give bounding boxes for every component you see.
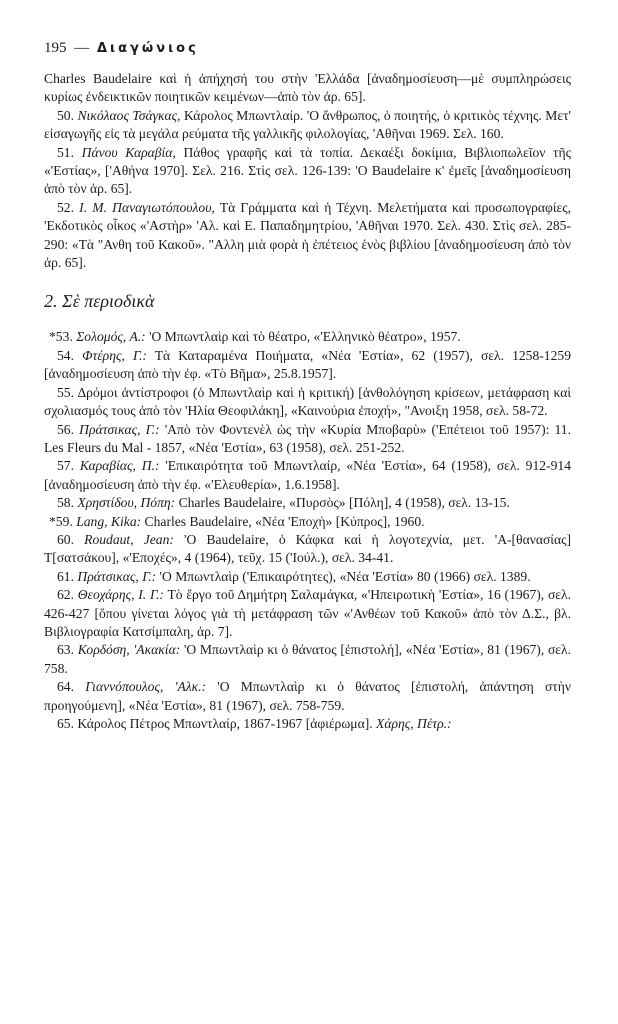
entry-text: 'Επικαιρότητα τοῦ Μπωντλαίρ, «Νέα 'Εστία», 64 (1958), σελ. 912-914 [ἀναδημοσίευση ἀπὸ τὴν ἐφ. «'Ελευθερία», 1.6.1958]. [44, 458, 571, 492]
entry-text: 'Ο Μπωντλαὶρ κι ὁ θάνατος [ἐπιστολή, ἀπάντηση στὴν προηγούμενη], «Νέα 'Εστία», 81 (1967), σελ. 758-759. [44, 679, 571, 713]
journal-title: Διαγώνιος [97, 41, 199, 56]
entry-author: Lang, Kika: [76, 513, 142, 529]
bibliography-entry [44, 678, 571, 715]
entry-author: Σολομός, Α.: [76, 329, 146, 345]
entry-text: Τὰ Καταραμένα Ποιήματα, «Νέα 'Εστία», 62 (1957), σελ. 1258-1259 [ἀναδημοσίευση ἀπὸ τὴν ἐφ. «Τὸ Βῆμα», 25.8.1957]. [44, 347, 571, 382]
entry-author: Πάνου Καραβία, [81, 144, 176, 160]
bibliography-entry [44, 384, 571, 421]
bibliography-entry [44, 199, 571, 273]
bibliography-entry [44, 568, 571, 586]
entry-author: Νικόλαος Τσάγκας, [77, 107, 181, 123]
entry-text: Πάθος γραφῆς καὶ τὰ τοπία. Δεκαέξι δοκίμια, Βιβλιοπωλεῖον τῆς «'Εστίας», ['Αθήνα 1970]. Σελ. 216. Στὶς σελ. 126-139: 'Ο Baudelaire κ' ἐμεῖς [ἀναδημοσίευση ἀπὸ τὸν ἀρ. 65]. [44, 144, 571, 197]
entry-number: 60. [57, 531, 74, 547]
entry-text: Κάρολος Πέτρος Μπωντλαίρ, 1867-1967 [ἀφιέρωμα]. [77, 716, 377, 731]
entry-number: 58. [57, 495, 74, 511]
bibliography-entry [44, 421, 571, 458]
bibliography-entry [44, 107, 571, 144]
bibliography-entry [44, 586, 571, 641]
book-entries [44, 107, 571, 273]
entry-text: Δρόμοι ἀντίστροφοι (ὁ Μπωντλαὶρ καὶ ἡ κριτική) [ἀνθολόγηση κρίσεων, μετάφραση καὶ σχολιασμός τους ἀπὸ τὸν 'Ηλία Θεοφιλάκη], «Καινούρια ἐποχή», "Ανοιξη 1958, σελ. 58-72. [44, 384, 571, 419]
entry-trailing-author: Χάρης, Πέτρ.: [376, 716, 452, 731]
bibliography-entry [44, 347, 571, 384]
entry-number: 63. [57, 642, 74, 658]
entry-author: Κορδόση, 'Ακακία: [77, 642, 181, 658]
entry-number: 52. [57, 199, 74, 215]
entry-number: 50. [57, 107, 74, 123]
bibliography-entry [44, 328, 571, 346]
entry-text: 'Ο Μπωντλαὶρ κι ὁ θάνατος [ἐπιστολή], «Νέα 'Εστία», 81 (1967), σελ. 758. [44, 642, 571, 676]
entry-author: Roudaut, Jean: [84, 531, 174, 547]
entry-number: 51. [57, 144, 74, 160]
entry-author: Γιαννόπουλος, 'Αλκ.: [85, 679, 207, 695]
entry-author: Θεοχάρης, Ι. Γ.: [77, 587, 164, 603]
document-page [44, 38, 571, 733]
running-head [44, 38, 571, 58]
entry-text: 'Απὸ τὸν Φοντενὲλ ὡς τὴν «Κυρία Μποβαρὺ» ('Επέτειοι τοῦ 1957): 11. Les Fleurs du Mal - 1857, «Νέα 'Εστία», 63 (1958), σελ. 251-252. [44, 421, 571, 455]
bibliography-entry [44, 715, 571, 733]
entry-number: 57. [57, 458, 74, 474]
bibliography-entry [44, 457, 571, 494]
continuation-paragraph: Charles Baudelaire καὶ ἡ ἀπήχησή του στὴν 'Ελλάδα [ἀναδημοσίευση—μὲ συμπληρώσεις κυρίως ἐνδεικτικῶν ποιητικῶν κειμένων—ἀπὸ τὸν ἀρ. 65]. [44, 71, 571, 105]
bibliography-entry [44, 513, 571, 531]
entry-author: Καραβίας, Π.: [79, 458, 160, 474]
entry-author: Ι. Μ. Παναγιωτόπουλου, [79, 199, 215, 215]
entry-author: Χρηστίδου, Πόπη: [77, 495, 176, 511]
page-number: 195 [44, 40, 67, 56]
entry-number: 62. [57, 587, 74, 603]
entry-text: 'Ο Baudelaire, ὁ Κάφκα καὶ ἡ λογοτεχνία, μετ. 'Α-[θανασίας] Τ[σατσάκου], «'Εποχές», 4 (1964), τεῦχ. 15 ('Ιούλ.), σελ. 34-41. [44, 531, 571, 566]
entry-number: 65. [57, 716, 74, 731]
bibliography-entry [44, 144, 571, 199]
entry-text: 'Ο Μπωντλαὶρ ('Επικαιρότητες), «Νέα 'Εστία» 80 (1966) σελ. 1389. [156, 568, 531, 584]
periodical-entries [44, 328, 571, 733]
entry-number: 56. [57, 421, 74, 437]
entry-text: Charles Baudelaire, «Πυρσὸς» [Πόλη], 4 (1958), σελ. 13-15. [175, 495, 510, 511]
entry-text: Κάρολος Μπωντλαίρ. 'Ο ἄνθρωπος, ὁ ποιητής, ὁ κριτικὸς τέχνης. Μετ' εἰσαγωγῆς εἰς τὰ μεγάλα ρεύματα τῆς γαλλικῆς φιλολογίας, 'Αθῆναι 1969. Σελ. 160. [44, 107, 571, 142]
bibliography-entry [44, 641, 571, 678]
bibliography-entry [44, 494, 571, 512]
entry-text: Τὰ Γράμματα καὶ ἡ Τέχνη. Μελετήματα καὶ προσωπογραφίες, 'Εκδοτικὸς οἶκος «'Αστὴρ» 'Αλ. καὶ Ε. Παπαδημητρίου, 'Αθῆναι 1970. Σελ. 430. Στὶς σελ. 285-290: «Τὰ "Ανθη τοῦ Κακοῦ». "Αλλη μιὰ φορὰ ἡ ἐπέτειος ἑνὸς βιβλίου [ἀναδημοσίευση ἀπὸ τὸν ἀρ. 65]. [44, 199, 571, 271]
entry-author: Πράτσικας, Γ.: [79, 421, 160, 437]
header-separator: — [74, 40, 90, 56]
section-heading: 2. Σὲ περιοδικὰ [44, 291, 155, 312]
entry-text: Charles Baudelaire, «Νέα 'Εποχὴ» [Κύπρος], 1960. [141, 513, 425, 529]
bibliography-entry [44, 531, 571, 568]
entry-number: 54. [57, 347, 74, 363]
entry-number: 55. [57, 384, 74, 400]
entry-number: *53. [49, 329, 73, 345]
entry-author: Φτέρης, Γ.: [82, 347, 147, 363]
entry-number: *59. [49, 513, 73, 529]
entry-number: 64. [57, 679, 74, 695]
entry-number: 61. [57, 568, 74, 584]
entry-author: Πράτσικας, Γ.: [77, 568, 157, 584]
entry-text: Τὸ ἔργο τοῦ Δημήτρη Σαλαμάγκα, «'Ηπειρωτικὴ 'Εστία», 16 (1967), σελ. 426-427 [ὅπου γίνεται λόγος γιὰ τὴ μετάφραση τῶν «'Ανθέων τοῦ Κακοῦ» ἀπὸ τὸν Δ.Σ., βλ. Βιβλιογραφία Κατσίμπαλη, ἀρ. 7]. [44, 587, 571, 639]
entry-text: 'Ο Μπωντλαὶρ καὶ τὸ θέατρο, «'Ελληνικὸ θέατρο», 1957. [145, 329, 461, 345]
